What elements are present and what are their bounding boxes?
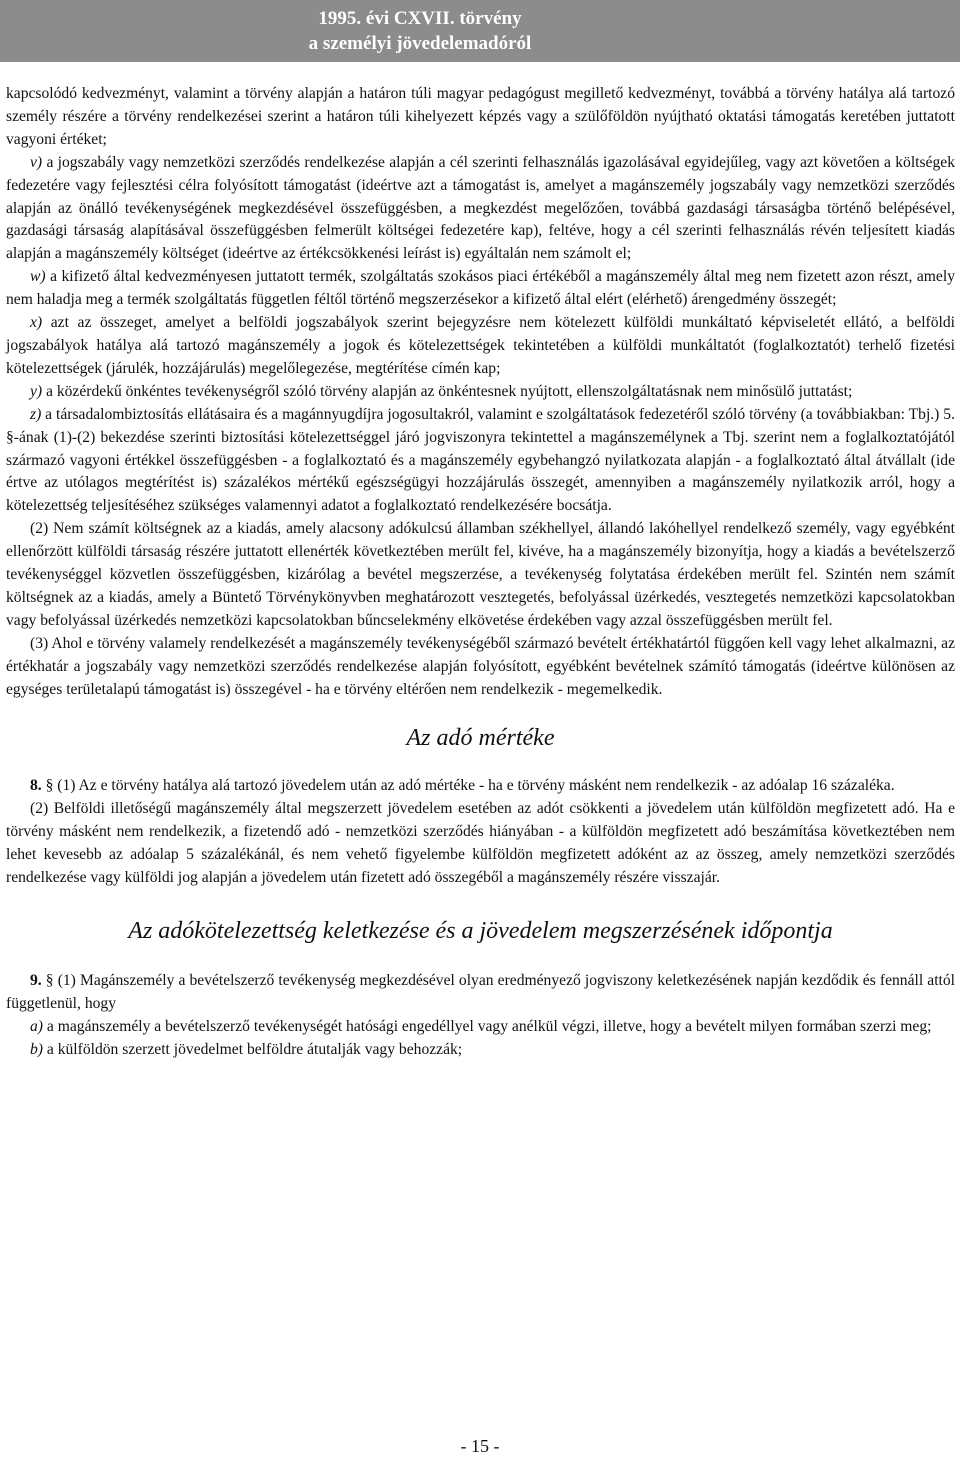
- section-8-text: § (1) Az e törvény hatálya alá tartozó jövedelem után az adó mértéke - ha e törvény másként nem rendelkezik - az adóalap 16 százaléka.: [41, 777, 895, 795]
- section-8-number: 8.: [30, 777, 42, 795]
- paragraph-2: (2) Nem számít költségnek az a kiadás, amely alacsony adókulcsú államban székhellyel, állandó lakóhellyel rendelkező személy, vagy egyébként ellenőrzött külföldi társaság részére juttatott ellenérték következtében merült fel, kivéve, ha a magánszemély bizonyítja, hogy a kiadás a bevételszerző tevékenységgel közvetlen összefüggésben, kizárólag a bevétel megszerzése, a tevékenység folytatása érdekében merült fel. Szintén nem számít költségnek az a kiadás, amely a Büntető Törvénykönyvben meghatározott vesztegetés, befolyással üzérkedés, vesztegetés nemzetközi kapcsolatokban vagy befolyással üzérkedés nemzetközi kapcsolatokban bűncselekmény elkövetése érdekében vagy azzal összefüggésben merült fel.: [6, 520, 955, 629]
- item-v-text: a jogszabály vagy nemzetközi szerződés rendelkezése alapján a cél szerinti felhasználás igazolásával egyidejűleg, vagy azt követően a költségek fedezetére vagy fejlesztési célra folyósított támogatást (ideértve azt a támogatást is, amelyet a magánszemély jogszabály vagy nemzetközi szerződés alapján az önálló tevékenységének megkezdésével összefüggésben, a megkezdést megelőzően, továbbá gazdasági társaságba történő belépésével, gazdasági társaság alapításával összefüggésben felmerült költségei fedezetére kap), feltéve, hogy a cél szerinti felhasználás révén teljesített kiadás alapján a magánszemély költséget (ideértve az értékcsökkenési leírást is) egyáltalán nem számolt el;: [6, 153, 955, 263]
- section-8-paragraph-1: [6, 775, 955, 798]
- paragraph-continued: kapcsolódó kedvezményt, valamint a törvény alapján a határon túli magyar pedagógust megillető kedvezményt, továbbá a törvény hatálya alá tartozó személy részére a törvény rendelkezései szerint a határon túli kihelyezett képzés vagy a szülőföldön nyújtható oktatási támogatás keretében juttatott vagyoni értéket;: [6, 85, 955, 148]
- item-b: [6, 1039, 955, 1062]
- item-a: [6, 1016, 955, 1039]
- item-x-label: x): [30, 314, 43, 332]
- page-number: - 15 -: [460, 1436, 500, 1456]
- header-law-number: 1995. évi CXVII. törvény: [318, 8, 522, 29]
- item-b-label: b): [30, 1040, 43, 1058]
- section-heading-tax-liability: Az adókötelezettség keletkezése és a jövedelem megszerzésének időpontja: [128, 918, 833, 944]
- section-9-number: 9.: [30, 972, 42, 989]
- section-9-paragraph-1: [6, 970, 955, 1016]
- item-x: [6, 312, 955, 381]
- section-heading-tax-rate: Az adó mértéke: [406, 725, 555, 752]
- item-w-text: a kifizető által kedvezményesen juttatott termék, szolgáltatás szokásos piaci értékéből a magánszemély által meg nem fizetett azon részt, amely nem haladja meg a termék szolgáltatás független féltől történő megszerzésekor a kifizető által elért (elérhető) árengedmény összegét;: [6, 268, 955, 309]
- header-title: [220, 6, 620, 56]
- item-z: [6, 404, 955, 519]
- item-v-label: v): [30, 153, 43, 171]
- running-header: [0, 0, 960, 62]
- item-a-text: a magánszemély a bevételszerző tevékenységét hatósági engedéllyel vagy anélkül végzi, illetve, hogy a bevételt milyen formában szerzi meg;: [43, 1017, 932, 1035]
- item-v: [6, 152, 955, 267]
- item-w: [6, 266, 955, 312]
- page-body: [6, 83, 955, 1062]
- section-8-paragraph-2: (2) Belföldi illetőségű magánszemély által megszerzett jövedelem esetében az adót csökkenti a jövedelem után külföldön megfizetett adó. Ha e törvény másként nem rendelkezik, a fizetendő adó - nemzetközi szerződés hiányában - a külföldön megfizetett adó beszámítása következtében nem lehet kevesebb az adóalap 5 százalékánál, és nem vehető figyelembe külföldön megfizetett adóként az az összeg, amely nemzetközi szerződés rendelkezése vagy külföldi jog alapján a jövedelem után fizetett adó összegéből a magánszemély részére visszajár.: [6, 800, 955, 887]
- item-x-text: azt az összeget, amelyet a belföldi jogszabályok szerint bejegyzésre nem kötelezett külföldi munkáltató képviseletét ellátó, a belföldi jogszabályok hatálya alá tartozó magánszemély a jogok és kötelezettségek tekintetében a külföldi munkáltatót (foglalkoztatót) terhelő fizetési kötelezettségek (járulék, hozzájárulás) megelőlegezése, megtérítése címén kap;: [6, 314, 955, 377]
- paragraph-3: (3) Ahol e törvény valamely rendelkezését a magánszemély tevékenységéből származó bevételt értékhatártól függően kell vagy lehet alkalmazni, az értékhatár a jogszabály vagy nemzetközi szerződés rendelkezése alapján folyósított, egyébként bevételnek számító támogatás (ideértve különösen az egységes területalapú támogatást is) összegével - ha e törvény eltérően nem rendelkezik - megemelkedik.: [6, 634, 955, 698]
- item-b-text: a külföldön szerzett jövedelmet belföldre átutalják vagy behozzák;: [43, 1040, 463, 1058]
- item-y: [6, 381, 955, 404]
- item-z-text: a társadalombiztosítás ellátásaira és a magánnyugdíjra jogosultakról, valamint e szolgáltatások fedezetéről szóló törvény (a továbbiakban: Tbj.) 5. §-ának (1)-(2) bekezdése szerinti biztosítási kötelezettséggel járó jogviszonyra tekintettel a magánszemélynek a Tbj. szerint nem a foglalkoztatójától származó vagyoni értékkel összefüggésben - a foglalkoztató és a magánszemély egybehangzó nyilatkozata alapján - a foglalkoztató által átvállalt (ide értve az utólagos megtérítést is) százalékos mértékű egészségügyi hozzájárulás összegét, amennyiben a magánszemély nyilatkozik arról, hogy a kötelezettség teljesítéséhez szükséges valamennyi adatot a foglalkoztató rendelkezésére bocsátja.: [6, 405, 955, 515]
- section-9-text: § (1) Magánszemély a bevételszerző tevékenység megkezdésével olyan eredményező jogviszony keletkezésének napján kezdődik és fennáll attól függetlenül, hogy: [6, 972, 955, 1012]
- header-law-subject: a személyi jövedelemadóról: [308, 33, 532, 54]
- item-a-label: a): [30, 1017, 43, 1035]
- item-y-text: a közérdekű önkéntes tevékenységről szóló törvény alapján az önkéntesnek nyújtott, ellenszolgáltatásnak nem minősülő juttatást;: [42, 382, 853, 400]
- item-y-label: y): [30, 382, 43, 400]
- item-w-label: w): [30, 268, 46, 286]
- item-z-label: z): [30, 405, 42, 423]
